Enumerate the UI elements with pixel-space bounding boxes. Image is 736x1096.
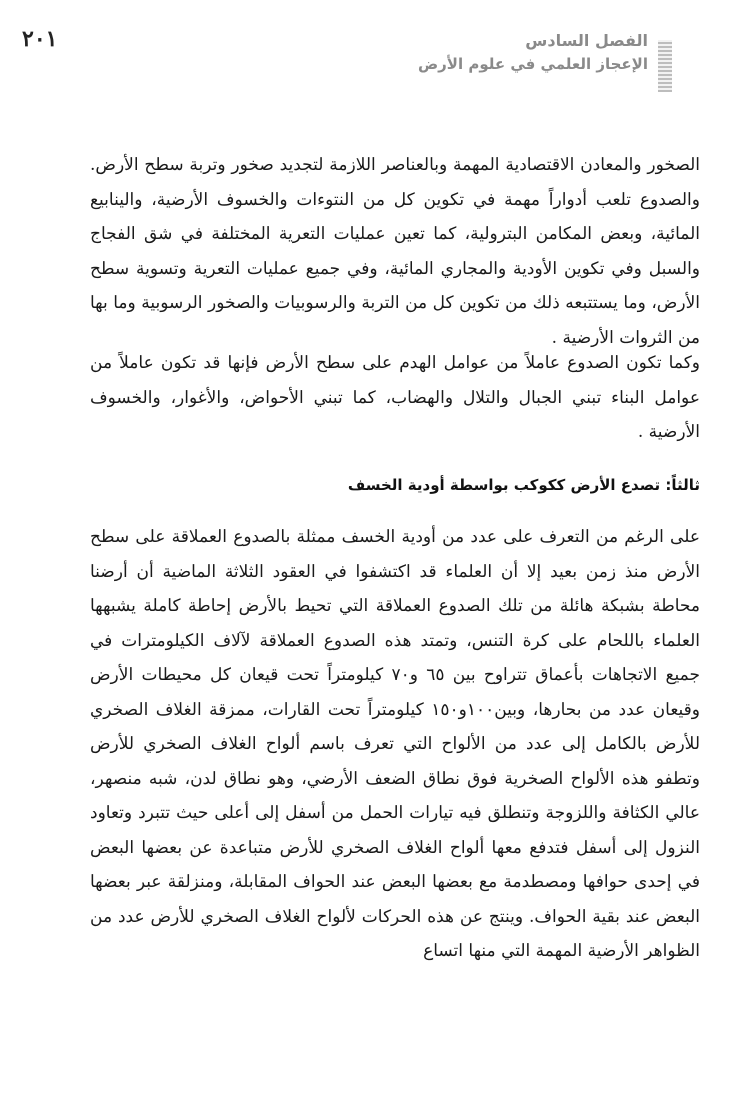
- header-decoration: [658, 40, 672, 92]
- chapter-title: الفصل السادس: [525, 31, 648, 50]
- paragraph: وكما تكون الصدوع عاملاً من عوامل الهدم على سطح الأرض فإنها قد تكون عاملاً من عوامل البناء تبني الجبال والتلال والهضاب، كما تبني الأحواض، والأغوار، والخسوف الأرضية .: [90, 353, 700, 442]
- text-block-3: [90, 520, 700, 969]
- text-block-2: [90, 346, 700, 450]
- text-block-1: [90, 148, 700, 355]
- page-number: ٢٠١: [22, 26, 58, 52]
- paragraph: على الرغم من التعرف على عدد من أودية الخسف ممثلة بالصدوع العملاقة على سطح الأرض منذ زمن بعيد إلا أن العلماء قد اكتشفوا في العقود الثلاثة الماضية أن أرضنا محاطة بشبكة هائلة من تلك الصدوع العملاقة التي تحيط بالأرض إحاطة كاملة يشبهها العلماء باللحام على كرة التنس، وتمتد هذه الصدوع العملاقة لآلاف الكيلومترات في جميع الاتجاهات بأعماق تتراوح بين ٦٥ و٧٠ كيلومتراً تحت قيعان كل محيطات الأرض وقيعان عدد من بحارها، وبين١٠٠و١٥٠ كيلومتراً تحت القارات، ممزقة الغلاف الصخري للأرض بالكامل إلى عدد من الألواح التي تعرف باسم ألواح الغلاف الصخري للأرض وتطفو هذه الألواح الصخرية فوق نطاق الضعف الأرضي، وهو نطاق لدن، شبه منصهر، عالي الكثافة واللزوجة وتنطلق فيه تيارات الحمل من أسفل إلى أعلى حيث تتبرد وتعاود النزول إلى أسفل فتدفع معها ألواح الغلاف الصخري للأرض متباعدة عن بعضها البعض في إحدى حوافها ومصطدمة مع بعضها البعض عند الحواف المقابلة، ومنزلقة عبر بعضها البعض عند بقية الحواف. وينتج عن هذه الحركات لألواح الغلاف الصخري للأرض عدد من الظواهر الأرضية المهمة التي منها اتساع: [90, 527, 700, 961]
- book-title: الإعجاز العلمي في علوم الأرض: [417, 55, 648, 73]
- section-heading: ثالثاً: تصدع الأرض ككوكب بواسطة أودية الخسف: [347, 476, 700, 494]
- running-head: [388, 30, 648, 76]
- paragraph: الصخور والمعادن الاقتصادية المهمة وبالعناصر اللازمة لتجديد صخور وتربة سطح الأرض. والصدوع تلعب أدواراً مهمة في تكوين كل من النتوءات والخسوف الأرضية، والينابيع المائية، وبعض المكامن البترولية، كما تعين عمليات التعرية المختلفة في شق الفجاج والسبل وفي تكوين الأودية والمجاري المائية، وفي جميع عمليات التعرية وتسوية سطح الأرض، وما يستتبعه ذلك من تكوين كل من التربة والرسوبيات والصخور الرسوبية وما بها من الثروات الأرضية .: [90, 155, 700, 348]
